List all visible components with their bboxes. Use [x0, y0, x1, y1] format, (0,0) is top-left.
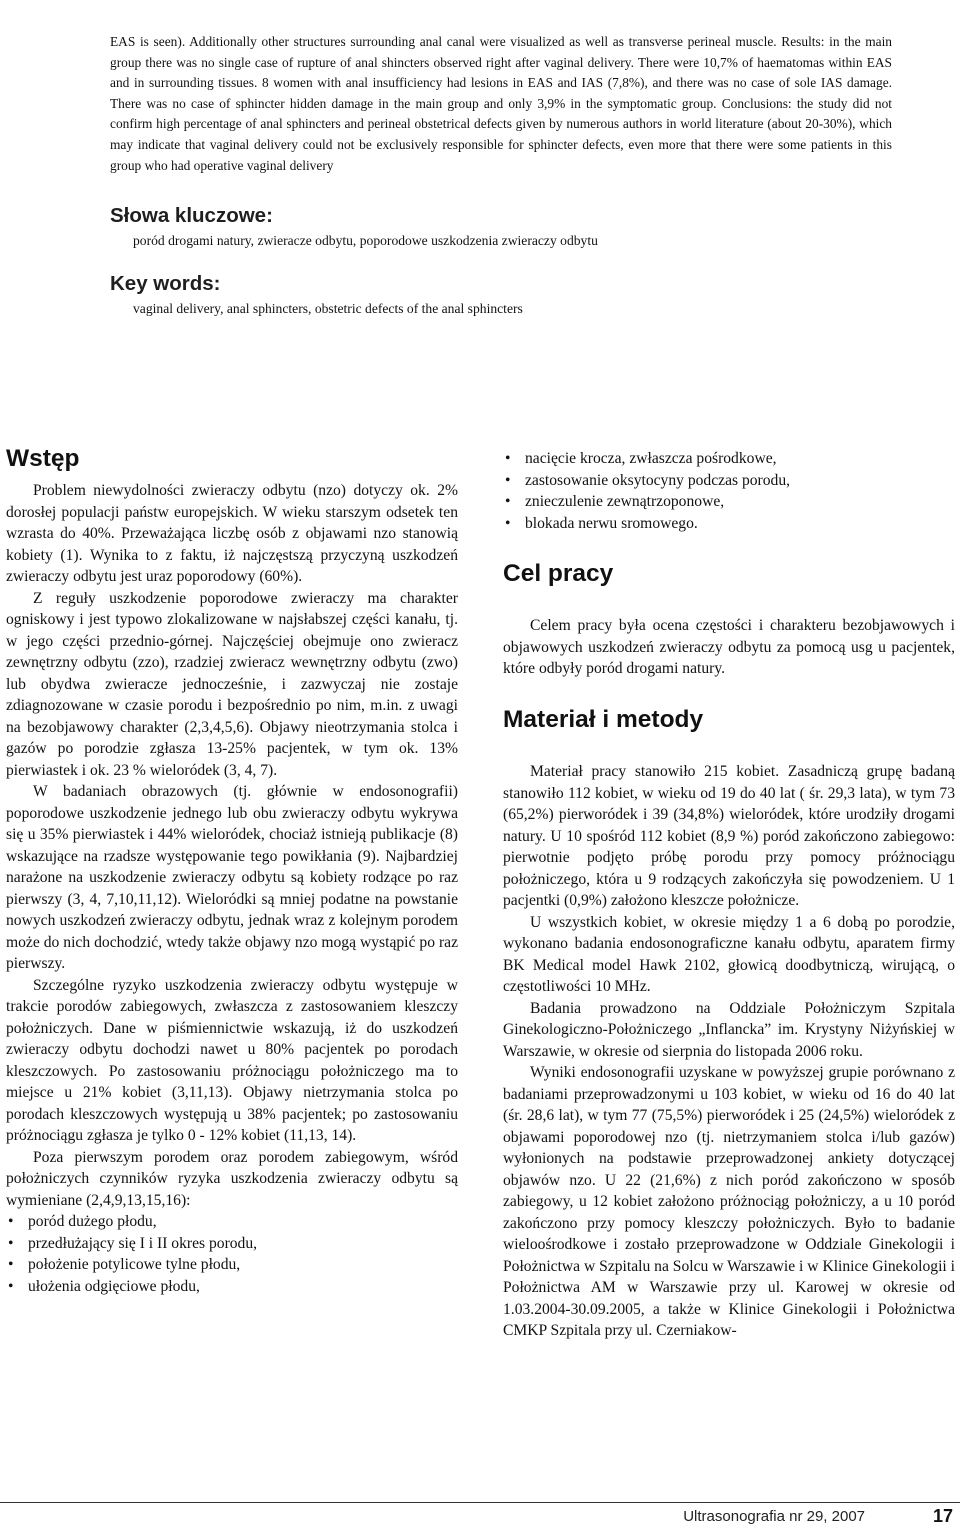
right-bullet-column — [503, 448, 955, 534]
journal-reference: Ultrasonografia nr 29, 2007 — [683, 1508, 865, 1525]
methods-paragraph: Wyniki endosonografii uzyskane w powyższej grupie porównano z badaniami przeprowadzonymi u 103 kobiet, w wieku od 16 do 40 lat (śr. 28,6 lat), w tym 77 (75,5%) pierworódek i 25 (24,5%) wieloródek z objawami poporodowej nzo (tj. nietrzymaniem stolca i/lub gazów) wyłonionych na podstawie przeprowadzonej ankiety dotyczącej objawów nzo. U 22 (21,6%) z nich poród zakończono w sposób zabiegowy, u 12 kobiet założono próżnociąg położniczy, a u 10 poród zakończono przy pomocy kleszczy położniczych. Było to badanie wieloośrodkowe i zostało przeprowadzone w Oddziale Ginekologii i Położnictwa w Szpitalu na Solcu w Warszawie i w Klinice Ginekologii i Położnictwa AM w Warszawie przy ul. Karowej w okresie od 1.03.2004-30.09.2005, a także w Klinice Ginekologii i Położnictwa CMKP Szpitala przy ul. Czerniakow- — [503, 1064, 955, 1339]
intro-column — [6, 480, 458, 1297]
keywords-en-text: vaginal delivery, anal sphincters, obstetric defects of the anal sphincters — [133, 301, 523, 316]
risk-factor-item: • poród dużego płodu, — [6, 1211, 458, 1233]
methods-column — [503, 761, 955, 1342]
keywords-pl-text: poród drogami natury, zwieracze odbytu, poporodowe uszkodzenia zwieraczy odbytu — [133, 233, 598, 248]
methods-paragraph: U wszystkich kobiet, w okresie między 1 a 6 dobą po porodzie, wykonano badania endosonograficzne kanału odbytu, aparatem firmy BK Medical model Hawk 2102, głowicą doodbytniczą, wirującą, o częstotliwości 10 MHz. — [503, 913, 955, 995]
intro-paragraph: Szczególne ryzyko uszkodzenia zwieraczy odbytu występuje w trakcie porodów zabiegowych, zwłaszcza z zastosowaniem kleszczy położniczych. Dane w piśmiennictwie wskazują, iż do uszkodzeń zwieraczy odbytu dochodzi nawet u 80% pacjentek po porodach kleszczowych. Po zastosowaniu próżnociągu położniczego ma to miejsce u 21% kobiet (3,11,13). Objawy nietrzymania stolca po porodach kleszczowych występują u 38% pacjentek; po zastosowaniu próżnociągu zgłasza je tylko 0 - 12% kobiet (11,13, 14). — [6, 976, 458, 1144]
risk-factor-item: • ułożenia odgięciowe płodu, — [6, 1276, 458, 1298]
risk-factor-item: • przedłużający się I i II okres porodu, — [6, 1233, 458, 1255]
risk-factor-list — [6, 1211, 458, 1297]
keywords-en-heading: Key words: — [110, 272, 221, 295]
intro-heading: Wstęp — [6, 445, 80, 472]
page-number: 17 — [932, 1506, 953, 1526]
aim-column — [503, 615, 955, 680]
risk-factor-item: • znieczulenie zewnątrzoponowe, — [503, 491, 955, 513]
aim-paragraph: Celem pracy była ocena częstości i charakteru bezobjawowych i objawowych uszkodzeń zwieraczy odbytu za pomocą usg u pacjentek, które odbyły poród drogami natury. — [503, 617, 955, 677]
methods-paragraph: Materiał pracy stanowiło 215 kobiet. Zasadniczą grupę badaną stanowiło 112 kobiet, w wieku od 19 do 40 lat ( śr. 29,3 lata), w tym 73 (65,2%) pierworódek i 39 (34,8%) wieloródek, które urodziły drogami natury. U 10 spośród 112 kobiet (8,9 %) poród zakończono zabiegowo: pierwotnie podjęto próbę porodu przy pomocy próżnociągu położniczego, która u 9 rodzących zakończyła się powodzeniem. U 1 pacjentki (0,9%) założono kleszcze położnicze. — [503, 763, 955, 909]
risk-factor-list-continued — [503, 448, 955, 534]
footer-divider — [0, 1502, 960, 1503]
intro-paragraph: Problem niewydolności zwieraczy odbytu (nzo) dotyczy ok. 2% dorosłej populacji państw europejskich. W wieku starszym odsetek ten wzrasta do 40%. Przeważająca liczbę osób z objawami nzo stanowią kobiety (1). Wynika to z faktu, iż najczęstszą przyczyną uszkodzeń zwieraczy odbytu jest uraz poporodowy (60%). — [6, 482, 458, 585]
intro-paragraph: W badaniach obrazowych (tj. głównie w endosonografii) poporodowe uszkodzenie jednego lub obu zwieraczy odbytu wykrywa się u 35% pierwiastek i 44% wieloródek, chociaż istnieją publikacje (8) wskazujące na rzadsze występowanie tego powikłania (9). Najbardziej narażone na uszkodzenie zwieraczy odbytu są kobiety rodzące po raz pierwszy (3, 4, 7,10,11,12). Wieloródki są mniej podatne na powstanie nowych uszkodzeń zwieraczy odbytu, jednak wraz z kolejnym porodem może do nich dochodzić, wtedy także objawy nzo mogą wystąpić po raz pierwszy. — [6, 783, 458, 972]
risk-factor-item: • położenie potylicowe tylne płodu, — [6, 1254, 458, 1276]
intro-paragraph: Z reguły uszkodzenie poporodowe zwieraczy ma charakter ogniskowy i jest typowo zlokalizowane w najsłabszej części kanału, tj. w jego części przednio-górnej. Najczęściej obejmuje ono zwieracz zewnętrzny odbytu (zzo), rzadziej zwieracz wewnętrzny odbytu (zwo) lub obydwa zwieracze jednocześnie, i zazwyczaj nie zostaje zdiagnozowane w czasie porodu i bezpośrednio po nim, m.in. z uwagi na bezobjawowy charakter (2,3,4,5,6). Objawy nieotrzymania stolca i gazów po porodzie zgłasza 13-25% pacjentek, w tym ok. 13% pierwiastek i ok. 23 % wieloródek (3, 4, 7). — [6, 589, 458, 779]
risk-factor-item: • blokada nerwu sromowego. — [503, 513, 955, 535]
methods-paragraph: Badania prowadzono na Oddziale Położniczym Szpitala Ginekologiczno-Położniczego „Inflancka” im. Krystyny Niżyńskiej w Warszawie, w okresie od sierpnia do listopada 2006 roku. — [503, 999, 955, 1060]
aim-heading: Cel pracy — [503, 560, 614, 587]
risk-factor-item: • nacięcie krocza, zwłaszcza pośrodkowe, — [503, 448, 955, 470]
risk-factor-item: • zastosowanie oksytocyny podczas porodu, — [503, 470, 955, 492]
methods-heading: Materiał i metody — [503, 706, 704, 733]
abstract-text: EAS is seen). Additionally other structures surrounding anal canal were visualized as well as transverse perineal muscle. Results: in the main group there was no single case of rupture of anal shincters observed right after vaginal delivery. There were 10,7% of haematomas within EAS and in surrounding tissues. 8 women with anal insufficiency had lesions in EAS and IAS (7,8%), and there was no case of sole IAS damage. There was no case of sphincter hidden damage in the main group and only 3,9% in the symptomatic group. Conclusions: the study did not confirm high percentage of anal sphincters and perineal obstetrical defects given by numerous authors in world literature (about 20-30%), which may indicate that vaginal delivery could not be exclusively responsible for sphincter defects, even more that there were some patients in this group who had operative vaginal delivery — [110, 34, 892, 173]
intro-paragraph: Poza pierwszym porodem oraz porodem zabiegowym, wśród położniczych czynników ryzyka uszkodzenia zwieraczy odbytu są wymieniane (2,4,9,13,15,16): — [6, 1148, 458, 1209]
keywords-pl-heading: Słowa kluczowe: — [110, 204, 273, 227]
